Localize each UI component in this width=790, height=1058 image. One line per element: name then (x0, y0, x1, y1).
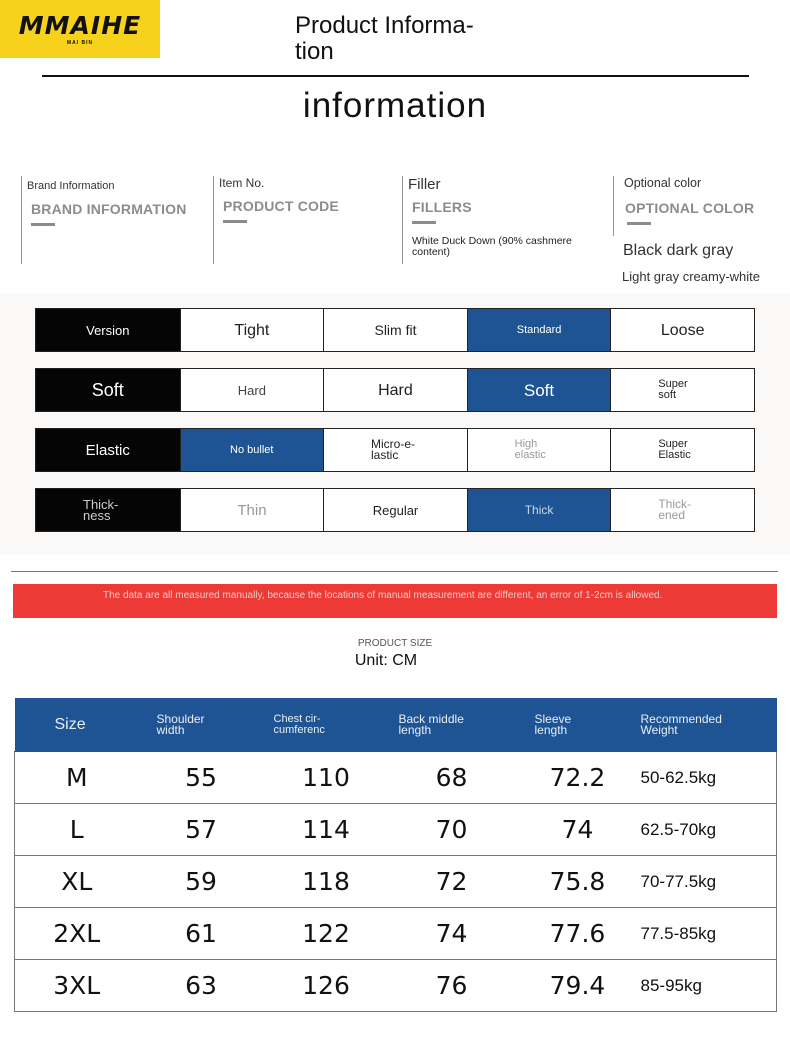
color-option-line2: Light gray creamy-white (622, 269, 760, 284)
attribute-head: Version (36, 309, 180, 351)
item-dash (223, 220, 247, 223)
table-row (15, 804, 777, 856)
attribute-option: Super Elastic (610, 429, 754, 471)
attribute-head: Thick- ness (36, 489, 180, 531)
attribute-option: Regular (323, 489, 467, 531)
sleeve-cell: 79.4 (515, 960, 641, 1012)
size-table (14, 698, 777, 1012)
table-row (15, 752, 777, 804)
attribute-option-selected: Thick (467, 489, 611, 531)
weight-cell: 50-62.5kg (641, 752, 777, 804)
measurement-notice: The data are all measured manually, because the locations of manual measurement are different, an error of 1-2cm is allowed. (13, 584, 777, 618)
column-header-shoulder: Shoulder width (139, 698, 264, 752)
item-label: Item No. (219, 176, 265, 190)
attribute-option: Super soft (610, 369, 754, 411)
attribute-option: High elastic (467, 429, 611, 471)
chest-cell: 110 (264, 752, 389, 804)
size-cell: 2XL (15, 908, 139, 960)
info-item (213, 176, 394, 264)
size-caption: PRODUCT SIZE (357, 638, 433, 649)
chest-cell: 122 (264, 908, 389, 960)
filler-dash (412, 221, 436, 224)
attribute-option: Slim fit (323, 309, 467, 351)
weight-cell: 77.5-85kg (641, 908, 777, 960)
shoulder-cell: 63 (139, 960, 264, 1012)
color-dash (627, 222, 651, 225)
column-header-back-length: Back middle length (389, 698, 515, 752)
item-heading: PRODUCT CODE (223, 198, 339, 214)
shoulder-cell: 59 (139, 856, 264, 908)
size-cell: XL (15, 856, 139, 908)
size-cell: M (15, 752, 139, 804)
filler-heading: FILLERS (412, 199, 472, 215)
attribute-row-softness (35, 368, 755, 412)
attribute-option-selected: Soft (467, 369, 611, 411)
column-header-sleeve: Sleeve length (515, 698, 641, 752)
logo-subtext: MAI BIN (66, 39, 94, 46)
section-title: information (302, 86, 488, 125)
attribute-option-selected: Standard (467, 309, 611, 351)
column-header-weight: Recommended Weight (641, 698, 777, 752)
attribute-head: Elastic (36, 429, 180, 471)
attribute-row-elasticity (35, 428, 755, 472)
chest-cell: 118 (264, 856, 389, 908)
attribute-head: Soft (36, 369, 180, 411)
brand-heading: BRAND INFORMATION (31, 201, 187, 217)
chest-cell: 114 (264, 804, 389, 856)
attribute-option: Loose (610, 309, 754, 351)
attribute-option: Thin (180, 489, 324, 531)
logo-text: MMAIHE (18, 10, 142, 40)
shoulder-cell: 57 (139, 804, 264, 856)
shoulder-cell: 55 (139, 752, 264, 804)
filler-value: White Duck Down (90% cashmere content) (412, 235, 572, 258)
sleeve-cell: 74 (515, 804, 641, 856)
header-divider (42, 75, 749, 77)
attribute-row-version (35, 308, 755, 352)
attribute-option: Thick- ened (610, 489, 754, 531)
brand-dash (31, 223, 55, 226)
sleeve-cell: 75.8 (515, 856, 641, 908)
back-length-cell: 76 (389, 960, 515, 1012)
info-brand (21, 176, 202, 264)
attribute-option: Tight (180, 309, 324, 351)
table-row (15, 856, 777, 908)
info-color (613, 176, 784, 236)
back-length-cell: 72 (389, 856, 515, 908)
attribute-row-thickness (35, 488, 755, 532)
attribute-option-selected: No bullet (180, 429, 324, 471)
back-length-cell: 68 (389, 752, 515, 804)
sleeve-cell: 77.6 (515, 908, 641, 960)
section-divider (11, 571, 778, 572)
chest-cell: 126 (264, 960, 389, 1012)
color-option-line1: Black dark gray (623, 242, 734, 259)
filler-label: Filler (408, 176, 441, 193)
sleeve-cell: 72.2 (515, 752, 641, 804)
size-unit: Unit: CM (354, 652, 418, 669)
color-label: Optional color (624, 176, 702, 190)
attribute-option: Hard (323, 369, 467, 411)
size-table-header-row (15, 698, 777, 752)
back-length-cell: 70 (389, 804, 515, 856)
page-title: Product Informa- tion (295, 12, 474, 65)
brand-label: Brand Information (27, 180, 115, 192)
back-length-cell: 74 (389, 908, 515, 960)
info-filler (402, 176, 603, 264)
column-header-size: Size (15, 698, 139, 752)
attribute-option: Hard (180, 369, 324, 411)
weight-cell: 70-77.5kg (641, 856, 777, 908)
shoulder-cell: 61 (139, 908, 264, 960)
table-row (15, 908, 777, 960)
weight-cell: 85-95kg (641, 960, 777, 1012)
color-heading: OPTIONAL COLOR (625, 200, 755, 216)
size-cell: 3XL (15, 960, 139, 1012)
table-row (15, 960, 777, 1012)
weight-cell: 62.5-70kg (641, 804, 777, 856)
column-header-chest: Chest cir- cumferenc (264, 698, 389, 752)
size-cell: L (15, 804, 139, 856)
brand-logo (0, 0, 160, 58)
attribute-option: Micro-e- lastic (323, 429, 467, 471)
